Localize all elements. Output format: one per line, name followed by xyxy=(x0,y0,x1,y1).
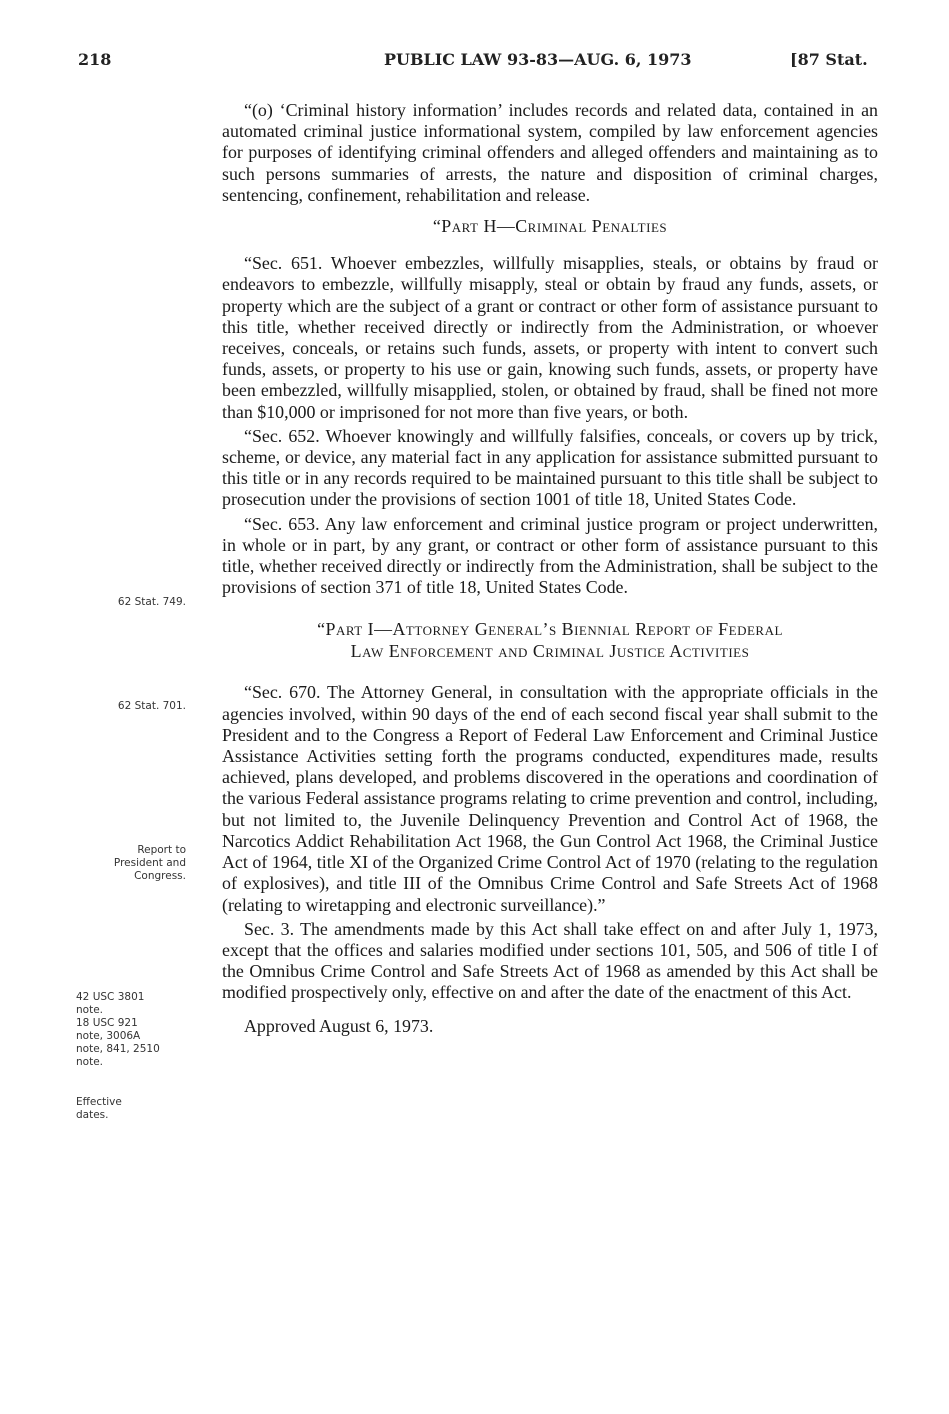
body-text xyxy=(222,100,878,1037)
statute-citation: [87 Stat. xyxy=(790,50,868,69)
margin-note-62-stat-749: 62 Stat. 749. xyxy=(117,596,186,608)
margin-note-62-stat-701: 62 Stat. 701. xyxy=(117,700,186,712)
section-3: Sec. 3. The amendments made by this Act shall take effect on and after July 1, 1973, except that the offices and salaries modified under sections 101, 505, and 506 of title I of the Omnibus Crime Control and Safe Streets Act of 1968 as amended by this Act shall be modified prospectively only, effective on and after the date of the enactment of this Act. xyxy=(222,918,878,1003)
margin-note-effective-dates: Effective dates. xyxy=(76,1096,122,1121)
part-h-heading: “Part H—Criminal Penalties xyxy=(432,216,668,237)
part-i-heading-line-1: “Part I—Attorney General’s Biennial Report of Federal xyxy=(317,619,783,640)
paragraph-o: “(o) ‘Criminal history information’ includes records and related data, contained in an automated criminal justice informational system, compiled by law enforcement agencies for purposes of identifying criminal offenders and alleged offenders and maintaining as to such persons summaries of arrests, the nature and disposition of criminal charges, sentencing, confinement, rehabilitation and release. xyxy=(222,100,878,205)
approval-date: Approved August 6, 1973. xyxy=(244,1015,434,1036)
section-651: “Sec. 651. Whoever embezzles, willfully misapplies, steals, or obtains by fraud or endeavors to embezzle, willfully misapply, steal or obtain by fraud any funds, assets, or property which are the subject of a grant or contract or other form of assistance pursuant to this title, whether received directly or indirectly from the Administration, or whoever receives, conceals, or retains such funds, assets, or property with intent to convert such funds, assets, or property to his use or gain, knowing such funds, assets, or property have been embezzled, willfully misapplied, stolen, or obtained by fraud, shall be fined not more than $10,000 or imprisoned for not more than five years, or both. xyxy=(222,253,878,422)
part-i-heading xyxy=(222,618,878,662)
part-i-heading-line-2: Law Enforcement and Criminal Justice Activities xyxy=(350,641,750,662)
page-number: 218 xyxy=(78,50,112,69)
section-670: “Sec. 670. The Attorney General, in consultation with the appropriate officials in the agencies involved, within 90 days of the end of each second fiscal year shall submit to the President and to the Congress a Report of Federal Law Enforcement and Criminal Justice Assistance Activities setting forth the programs conducted, expenditures made, results achieved, plans developed, and problems discovered in the operations and coordination of the various Federal assistance programs relating to crime prevention and control, including, but not limited to, the Juvenile Delinquency Prevention and Control Act of 1968, the Narcotics Addict Rehabilitation Act 1968, the Gun Control Act 1968, the Criminal Justice Act of 1964, title XI of the Organized Crime Control Act of 1970 (relating to the regulation of explosives), and title III of the Omnibus Crime Control and Safe Streets Act of 1968 (relating to wiretapping and electronic surveillance).” xyxy=(222,682,878,915)
margin-note-usc: 42 USC 3801 note. 18 USC 921 note, 3006A note, 841, 2510 note. xyxy=(76,991,160,1068)
section-653: “Sec. 653. Any law enforcement and criminal justice program or project underwritten, in whole or in part, by any grant, or contract or other form of assistance pursuant to this title, whether received directly or indirectly from the Administration, shall be subject to the provisions of section 371 of title 18, United States Code. xyxy=(222,513,878,598)
margin-note-report: Report to President and Congress. xyxy=(113,844,186,882)
section-652: “Sec. 652. Whoever knowingly and willfully falsifies, conceals, or covers up by trick, scheme, or device, any material fact in any application for assistance submitted pursuant to this title or in any records required to be maintained pursuant to this title shall be subject to prosecution under the provisions of section 1001 of title 18, United States Code. xyxy=(222,425,878,510)
running-title: PUBLIC LAW 93-83—AUG. 6, 1973 xyxy=(384,50,692,69)
